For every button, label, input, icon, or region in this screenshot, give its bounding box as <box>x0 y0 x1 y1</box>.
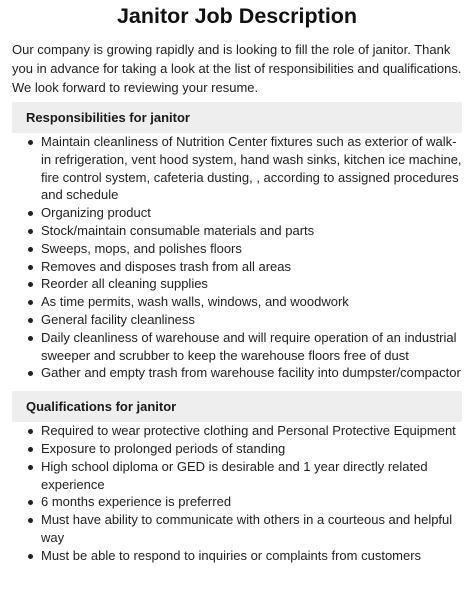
list-item: Stock/maintain consumable materials and parts <box>41 222 462 240</box>
qualifications-list <box>12 422 462 564</box>
list-item: High school diploma or GED is desirable and 1 year directly related experience <box>41 458 462 494</box>
list-item: Required to wear protective clothing and Personal Protective Equipment <box>41 422 462 440</box>
intro-paragraph: Our company is growing rapidly and is looking to fill the role of janitor. Thank you in advance for taking a look at the list of responsibilities and qualifications. We look forward to reviewing your resume. <box>12 42 462 95</box>
list-item: Must have ability to communicate with others in a courteous and helpful way <box>41 511 462 547</box>
list-item: Daily cleanliness of warehouse and will require operation of an industrial sweeper and scrubber to keep the warehouse floors free of dust <box>41 329 462 365</box>
list-item: As time permits, wash walls, windows, and woodwork <box>41 293 462 311</box>
responsibilities-list <box>12 133 462 382</box>
list-item: Sweeps, mops, and polishes floors <box>41 240 462 258</box>
list-item: Removes and disposes trash from all areas <box>41 258 462 276</box>
qualifications-heading: Qualifications for janitor <box>12 391 462 422</box>
list-item: Reorder all cleaning supplies <box>41 275 462 293</box>
list-item: Organizing product <box>41 204 462 222</box>
list-item: 6 months experience is preferred <box>41 493 462 511</box>
list-item: Exposure to prolonged periods of standing <box>41 440 462 458</box>
list-item: General facility cleanliness <box>41 311 462 329</box>
responsibilities-heading: Responsibilities for janitor <box>12 102 462 133</box>
list-item: Maintain cleanliness of Nutrition Center fixtures such as exterior of walk-in refrigeration, vent hood system, hand wash sinks, kitchen ice machine, fire control system, cafeteria dusting, , according to assigned procedures and schedule <box>41 134 462 203</box>
page-title: Janitor Job Description <box>116 4 358 28</box>
list-item: Gather and empty trash from warehouse facility into dumpster/compactor <box>41 365 461 381</box>
list-item: Must be able to respond to inquiries or complaints from customers <box>41 547 462 565</box>
